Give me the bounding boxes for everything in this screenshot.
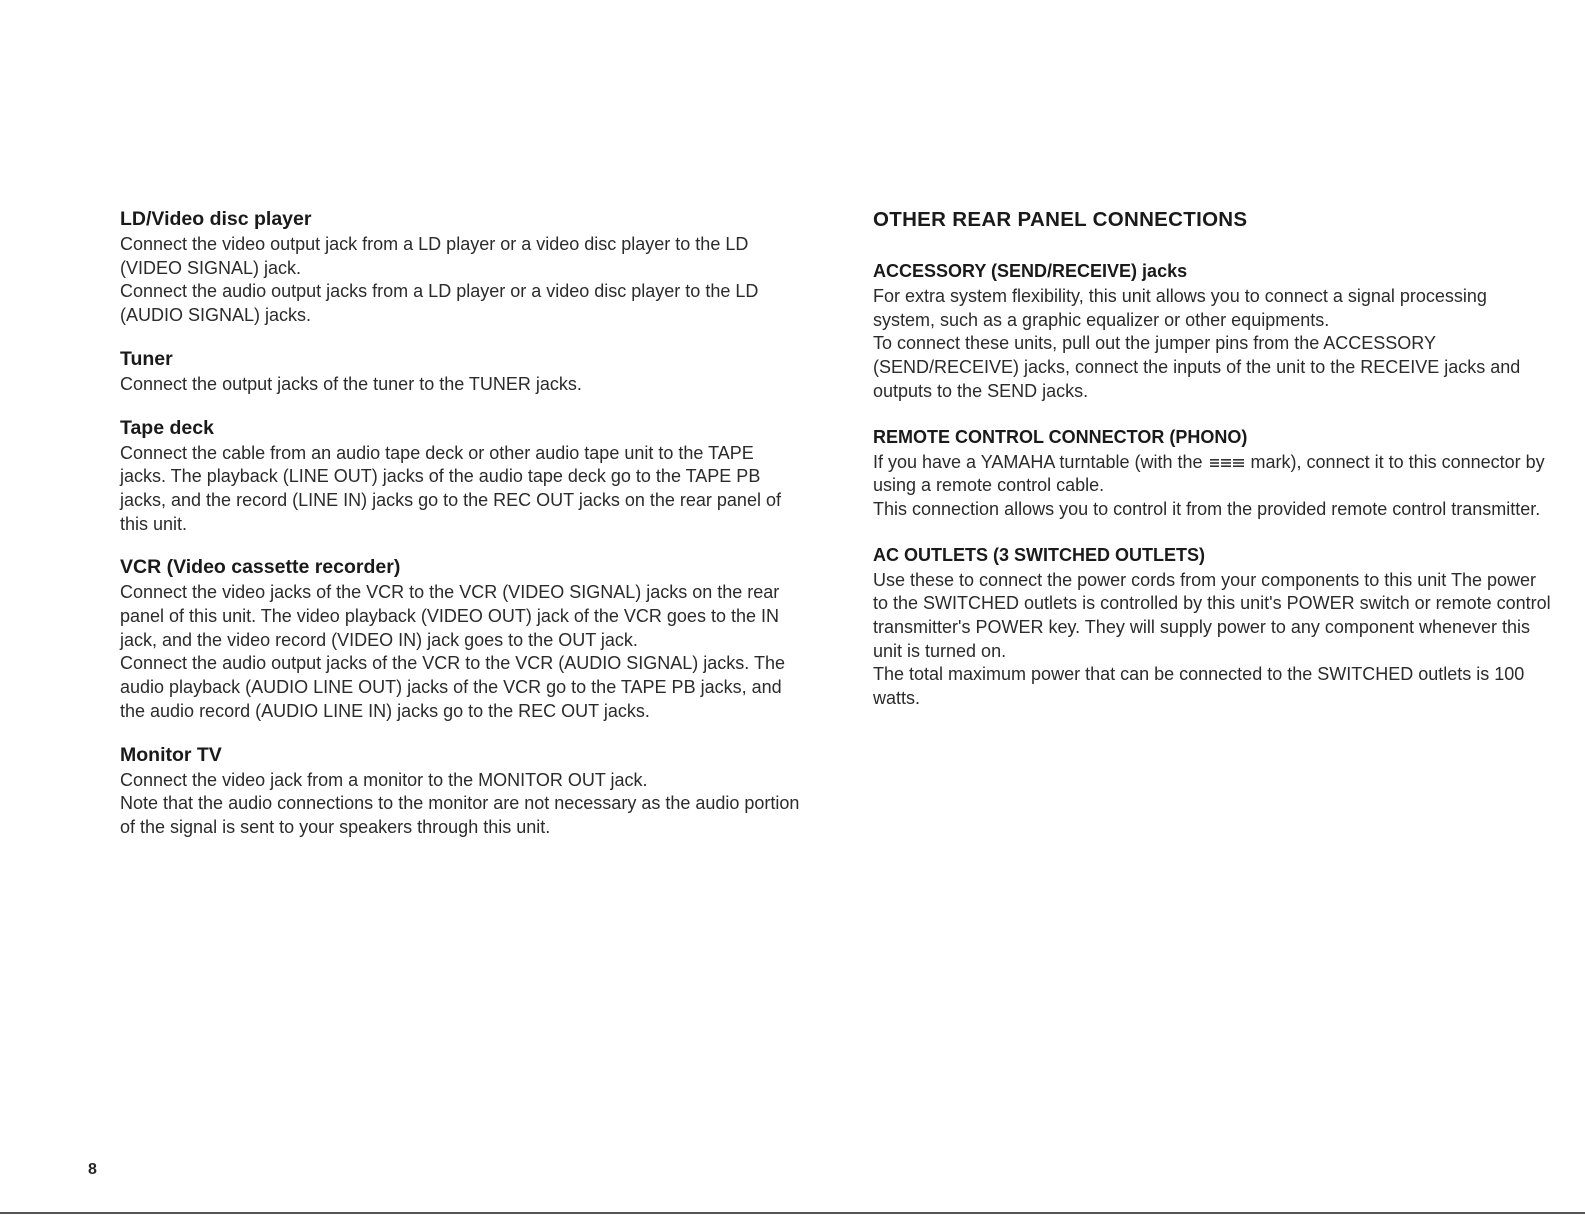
- section-title: REMOTE CONTROL CONNECTOR (PHONO): [873, 426, 1248, 447]
- page-heading: OTHER REAR PANEL CONNECTIONS: [873, 208, 1248, 231]
- section-vcr: [120, 554, 800, 723]
- section-title: LD/Video disc player: [120, 208, 312, 230]
- paragraph: Connect the audio output jacks from a LD player or a video disc player to the LD (AUDIO SIGNAL) jacks.: [120, 281, 759, 326]
- paragraph: For extra system flexibility, this unit allows you to connect a signal processing system, such as a graphic equalizer or other equipments.: [873, 286, 1487, 330]
- paragraph: Connect the audio output jacks of the VCR to the VCR (AUDIO SIGNAL) jacks. The audio playback (AUDIO LINE OUT) jacks of the VCR go to the TAPE PB jacks, and the audio record (AUDIO LINE IN) jacks go to the REC OUT jacks.: [120, 653, 785, 721]
- paragraph: Connect the video jack from a monitor to the MONITOR OUT jack.: [120, 769, 648, 790]
- section-tape-deck: [120, 415, 800, 537]
- paragraph: Connect the output jacks of the tuner to the TUNER jacks.: [120, 373, 582, 394]
- yamaha-ris-mark-icon: [1210, 458, 1244, 468]
- paragraph: This connection allows you to control it from the provided remote control transmitter.: [873, 498, 1541, 519]
- section-tuner: [120, 346, 800, 397]
- section-title: Monitor TV: [120, 743, 222, 766]
- paragraph: Use these to connect the power cords from your components to this unit The power to the SWITCHED outlets is controlled by this unit's POWER switch or remote control transmitter's POWER key. They will supply power to any component whenever this unit is turned on.: [873, 569, 1551, 661]
- paragraph: Connect the cable from an audio tape deck or other audio tape unit to the TAPE jacks. The playback (LINE OUT) jacks of the audio tape deck go to the TAPE PB jacks, and the record (LINE IN) jacks go to the REC OUT jacks on the rear panel of this unit.: [120, 442, 781, 534]
- paragraph: The total maximum power that can be connected to the SWITCHED outlets is 100 watts.: [873, 664, 1525, 709]
- section-accessory-jacks: [873, 258, 1553, 404]
- section-title: Tape deck: [120, 416, 214, 439]
- right-column: [873, 206, 1553, 731]
- left-column: [120, 206, 800, 858]
- paragraph-part: If you have a YAMAHA turntable (with the: [873, 451, 1203, 472]
- page-number: 8: [88, 1161, 97, 1178]
- section-ld-video-disc-player: [120, 206, 800, 328]
- paragraph-part: mark), connect it to this connector by using a remote control cable.: [873, 451, 1545, 496]
- section-title: AC OUTLETS (3 SWITCHED OUTLETS): [873, 544, 1205, 565]
- section-title: VCR (Video cassette recorder): [120, 556, 401, 579]
- page-bottom-rule: [0, 1212, 1585, 1214]
- section-ac-outlets: [873, 542, 1553, 711]
- paragraph: To connect these units, pull out the jumper pins from the ACCESSORY (SEND/RECEIVE) jacks, connect the inputs of the unit to the RECEIVE jacks and outputs to the SEND jacks.: [873, 333, 1521, 401]
- section-title: ACCESSORY (SEND/RECEIVE) jacks: [873, 261, 1188, 281]
- section-remote-control-connector: [873, 424, 1553, 522]
- paragraph: Note that the audio connections to the monitor are not necessary as the audio portion of the signal is sent to your speakers through this unit.: [120, 793, 800, 837]
- section-monitor-tv: [120, 742, 800, 840]
- paragraph: [873, 451, 1553, 498]
- paragraph: Connect the video jacks of the VCR to the VCR (VIDEO SIGNAL) jacks on the rear panel of this unit. The video playback (VIDEO OUT) jack of the VCR goes to the IN jack, and the video record (VIDEO IN) jack goes to the OUT jack.: [120, 582, 780, 650]
- paragraph: Connect the video output jack from a LD player or a video disc player to the LD (VIDEO SIGNAL) jack.: [120, 234, 749, 278]
- section-title: Tuner: [120, 347, 173, 370]
